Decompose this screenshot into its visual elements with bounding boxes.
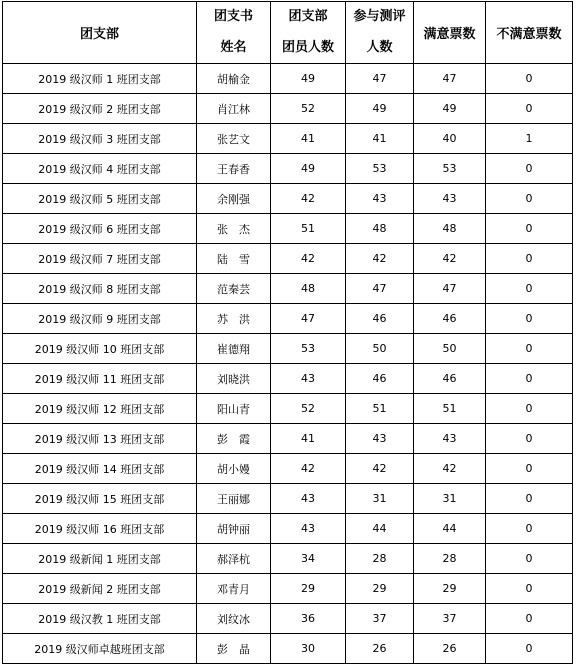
cell-unsatisfied: 0 xyxy=(486,634,573,664)
cell-members: 42 xyxy=(271,454,346,484)
cell-secretary-name: 范秦芸 xyxy=(197,274,271,304)
cell-members: 47 xyxy=(271,304,346,334)
cell-satisfied: 46 xyxy=(414,364,486,394)
cell-members: 41 xyxy=(271,124,346,154)
cell-satisfied: 47 xyxy=(414,64,486,94)
cell-unsatisfied: 0 xyxy=(486,214,573,244)
cell-participants: 50 xyxy=(346,334,414,364)
table-row xyxy=(3,634,573,664)
cell-members: 52 xyxy=(271,394,346,424)
header-participants-line1: 参与测评 xyxy=(353,9,406,25)
header-participants-line2: 人数 xyxy=(366,39,393,55)
cell-dept: 2019 级汉教 1 班团支部 xyxy=(3,604,197,634)
cell-participants: 41 xyxy=(346,124,414,154)
cell-secretary-name: 阳山青 xyxy=(197,394,271,424)
cell-satisfied: 40 xyxy=(414,124,486,154)
header-row xyxy=(3,2,573,64)
table-row xyxy=(3,364,573,394)
cell-dept: 2019 级汉师 11 班团支部 xyxy=(3,364,197,394)
cell-dept: 2019 级汉师 13 班团支部 xyxy=(3,424,197,454)
table-row xyxy=(3,154,573,184)
cell-members: 42 xyxy=(271,244,346,274)
cell-members: 29 xyxy=(271,574,346,604)
cell-satisfied: 53 xyxy=(414,154,486,184)
header-members-line2: 团员人数 xyxy=(281,39,334,55)
cell-dept: 2019 级汉师 6 班团支部 xyxy=(3,214,197,244)
cell-participants: 31 xyxy=(346,484,414,514)
cell-unsatisfied: 0 xyxy=(486,454,573,484)
cell-secretary-name: 余刚强 xyxy=(197,184,271,214)
header-members-line1: 团支部 xyxy=(288,9,328,25)
cell-unsatisfied: 0 xyxy=(486,184,573,214)
cell-members: 48 xyxy=(271,274,346,304)
cell-members: 43 xyxy=(271,514,346,544)
header-secretary-line2: 姓名 xyxy=(220,39,247,55)
cell-unsatisfied: 0 xyxy=(486,484,573,514)
cell-participants: 47 xyxy=(346,274,414,304)
cell-dept: 2019 级汉师 12 班团支部 xyxy=(3,394,197,424)
cell-unsatisfied: 0 xyxy=(486,274,573,304)
cell-participants: 51 xyxy=(346,394,414,424)
cell-satisfied: 42 xyxy=(414,454,486,484)
cell-participants: 29 xyxy=(346,574,414,604)
cell-satisfied: 49 xyxy=(414,94,486,124)
table-row xyxy=(3,394,573,424)
table-row xyxy=(3,214,573,244)
cell-unsatisfied: 0 xyxy=(486,304,573,334)
cell-secretary-name: 肖江林 xyxy=(197,94,271,124)
table-row xyxy=(3,424,573,454)
cell-members: 49 xyxy=(271,154,346,184)
cell-secretary-name: 王丽娜 xyxy=(197,484,271,514)
cell-satisfied: 44 xyxy=(414,514,486,544)
cell-satisfied: 43 xyxy=(414,424,486,454)
cell-secretary-name: 苏 洪 xyxy=(197,304,271,334)
cell-dept: 2019 级汉师 2 班团支部 xyxy=(3,94,197,124)
cell-members: 43 xyxy=(271,364,346,394)
cell-members: 51 xyxy=(271,214,346,244)
cell-unsatisfied: 0 xyxy=(486,244,573,274)
cell-dept: 2019 级汉师 7 班团支部 xyxy=(3,244,197,274)
table-row xyxy=(3,94,573,124)
table-row xyxy=(3,184,573,214)
cell-satisfied: 43 xyxy=(414,184,486,214)
header-secretary-line1: 团支书 xyxy=(213,9,253,25)
cell-participants: 44 xyxy=(346,514,414,544)
cell-unsatisfied: 0 xyxy=(486,514,573,544)
cell-unsatisfied: 0 xyxy=(486,364,573,394)
header-dept: 团支部 xyxy=(3,2,197,64)
cell-satisfied: 48 xyxy=(414,214,486,244)
table-body xyxy=(3,64,573,664)
cell-participants: 47 xyxy=(346,64,414,94)
cell-participants: 37 xyxy=(346,604,414,634)
cell-satisfied: 46 xyxy=(414,304,486,334)
header-secretary xyxy=(197,2,271,64)
cell-dept: 2019 级汉师 3 班团支部 xyxy=(3,124,197,154)
table-row xyxy=(3,244,573,274)
cell-satisfied: 47 xyxy=(414,274,486,304)
cell-members: 30 xyxy=(271,634,346,664)
cell-dept: 2019 级汉师 15 班团支部 xyxy=(3,484,197,514)
cell-unsatisfied: 0 xyxy=(486,424,573,454)
cell-dept: 2019 级新闻 2 班团支部 xyxy=(3,574,197,604)
cell-secretary-name: 彭 晶 xyxy=(197,634,271,664)
cell-secretary-name: 张 杰 xyxy=(197,214,271,244)
evaluation-table xyxy=(2,1,573,664)
cell-satisfied: 42 xyxy=(414,244,486,274)
cell-participants: 53 xyxy=(346,154,414,184)
cell-members: 36 xyxy=(271,604,346,634)
table-row xyxy=(3,574,573,604)
cell-participants: 43 xyxy=(346,184,414,214)
cell-members: 53 xyxy=(271,334,346,364)
cell-participants: 43 xyxy=(346,424,414,454)
cell-satisfied: 26 xyxy=(414,634,486,664)
table-row xyxy=(3,304,573,334)
table-header xyxy=(3,2,573,64)
cell-secretary-name: 胡榆金 xyxy=(197,64,271,94)
cell-unsatisfied: 0 xyxy=(486,64,573,94)
table-row xyxy=(3,484,573,514)
cell-participants: 42 xyxy=(346,244,414,274)
cell-satisfied: 31 xyxy=(414,484,486,514)
table-row xyxy=(3,64,573,94)
cell-members: 34 xyxy=(271,544,346,574)
header-participants xyxy=(346,2,414,64)
cell-secretary-name: 刘纹冰 xyxy=(197,604,271,634)
cell-members: 49 xyxy=(271,64,346,94)
cell-participants: 28 xyxy=(346,544,414,574)
cell-secretary-name: 胡小嫚 xyxy=(197,454,271,484)
table-row xyxy=(3,604,573,634)
cell-unsatisfied: 0 xyxy=(486,544,573,574)
table-row xyxy=(3,334,573,364)
cell-members: 41 xyxy=(271,424,346,454)
cell-dept: 2019 级汉师 10 班团支部 xyxy=(3,334,197,364)
cell-dept: 2019 级汉师 8 班团支部 xyxy=(3,274,197,304)
cell-secretary-name: 张艺文 xyxy=(197,124,271,154)
cell-satisfied: 51 xyxy=(414,394,486,424)
header-unsatisfied: 不满意票数 xyxy=(486,2,573,64)
cell-unsatisfied: 0 xyxy=(486,394,573,424)
cell-secretary-name: 刘晓洪 xyxy=(197,364,271,394)
table-row xyxy=(3,514,573,544)
cell-dept: 2019 级汉师 5 班团支部 xyxy=(3,184,197,214)
cell-unsatisfied: 0 xyxy=(486,334,573,364)
cell-members: 43 xyxy=(271,484,346,514)
cell-unsatisfied: 0 xyxy=(486,94,573,124)
cell-secretary-name: 郝泽杭 xyxy=(197,544,271,574)
cell-satisfied: 28 xyxy=(414,544,486,574)
cell-members: 42 xyxy=(271,184,346,214)
header-members xyxy=(271,2,346,64)
cell-dept: 2019 级汉师 4 班团支部 xyxy=(3,154,197,184)
cell-participants: 26 xyxy=(346,634,414,664)
cell-dept: 2019 级汉师 16 班团支部 xyxy=(3,514,197,544)
cell-secretary-name: 崔德翔 xyxy=(197,334,271,364)
cell-unsatisfied: 0 xyxy=(486,154,573,184)
cell-participants: 46 xyxy=(346,364,414,394)
cell-participants: 49 xyxy=(346,94,414,124)
cell-members: 52 xyxy=(271,94,346,124)
cell-secretary-name: 胡钟丽 xyxy=(197,514,271,544)
cell-satisfied: 29 xyxy=(414,574,486,604)
table-row xyxy=(3,274,573,304)
cell-dept: 2019 级汉师 14 班团支部 xyxy=(3,454,197,484)
table-row xyxy=(3,454,573,484)
cell-unsatisfied: 0 xyxy=(486,604,573,634)
cell-dept: 2019 级新闻 1 班团支部 xyxy=(3,544,197,574)
cell-secretary-name: 陆 雪 xyxy=(197,244,271,274)
cell-unsatisfied: 0 xyxy=(486,574,573,604)
cell-secretary-name: 王春香 xyxy=(197,154,271,184)
table-row xyxy=(3,544,573,574)
cell-unsatisfied: 1 xyxy=(486,124,573,154)
header-satisfied: 满意票数 xyxy=(414,2,486,64)
cell-participants: 46 xyxy=(346,304,414,334)
table-row xyxy=(3,124,573,154)
cell-dept: 2019 级汉师 9 班团支部 xyxy=(3,304,197,334)
cell-participants: 42 xyxy=(346,454,414,484)
cell-satisfied: 37 xyxy=(414,604,486,634)
cell-dept: 2019 级汉师 1 班团支部 xyxy=(3,64,197,94)
cell-secretary-name: 邓青月 xyxy=(197,574,271,604)
cell-participants: 48 xyxy=(346,214,414,244)
cell-dept: 2019 级汉师卓越班团支部 xyxy=(3,634,197,664)
cell-satisfied: 50 xyxy=(414,334,486,364)
cell-secretary-name: 彭 霞 xyxy=(197,424,271,454)
